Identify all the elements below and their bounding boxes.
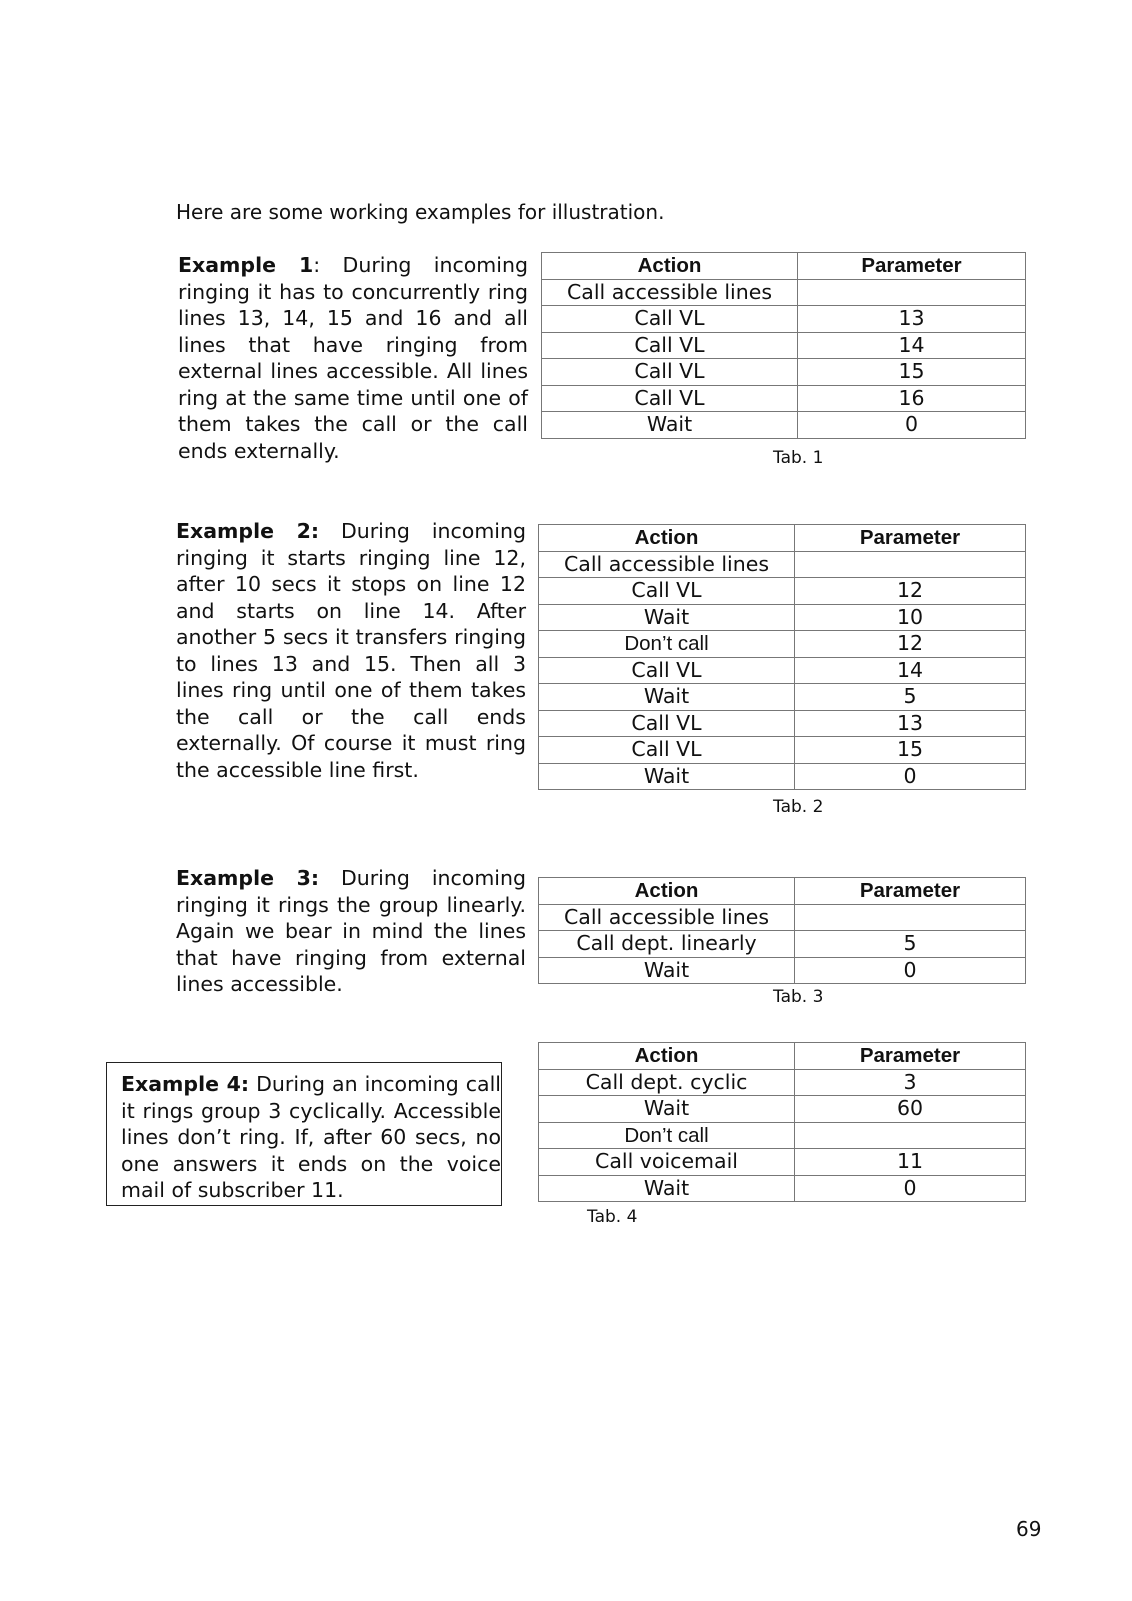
table-3: [538, 877, 1026, 984]
example-4-label: Example 4:: [121, 1072, 250, 1096]
cell-parameter: 5: [795, 684, 1026, 711]
cell-action: Don’t call: [539, 1122, 795, 1149]
cell-parameter: 0: [795, 1175, 1026, 1202]
example-3-label: Example 3:: [176, 866, 320, 890]
cell-parameter: [795, 551, 1026, 578]
cell-action: Call VL: [539, 710, 795, 737]
table-1-caption: Tab. 1: [773, 448, 824, 468]
example-4-box: [106, 1062, 502, 1206]
cell-action: Wait: [542, 412, 798, 439]
table-row: [542, 359, 1026, 386]
header-action: Action: [542, 253, 798, 280]
cell-parameter: 5: [795, 931, 1026, 958]
table-3-caption: Tab. 3: [773, 987, 824, 1007]
page-number: 69: [1016, 1517, 1042, 1541]
table-row: [539, 631, 1026, 658]
cell-parameter: 14: [798, 332, 1026, 359]
table-row: [539, 737, 1026, 764]
example-3-text: [176, 865, 526, 998]
cell-action: Call VL: [542, 359, 798, 386]
table-row: [539, 931, 1026, 958]
example-4-body: During an incoming call it rings group 3 cyclically. Accessible lines don’t ring. If, after 60 secs, no one answers it ends on the voice mail of subscriber 11.: [121, 1072, 501, 1202]
cell-parameter: [798, 279, 1026, 306]
example-2-text: [176, 518, 526, 783]
table-row: [539, 957, 1026, 984]
cell-parameter: 11: [795, 1149, 1026, 1176]
table-row: [542, 385, 1026, 412]
table-row: [539, 1149, 1026, 1176]
table-row: [539, 904, 1026, 931]
table-row: [539, 604, 1026, 631]
table-4-caption: Tab. 4: [587, 1207, 638, 1227]
example-4-text: [121, 1071, 501, 1204]
cell-parameter: 13: [798, 306, 1026, 333]
table-row: [539, 1069, 1026, 1096]
cell-action: Call voicemail: [539, 1149, 795, 1176]
cell-action: Call VL: [542, 332, 798, 359]
table-header-row: [539, 878, 1026, 905]
cell-action: Don’t call: [539, 631, 795, 658]
cell-parameter: [795, 1122, 1026, 1149]
cell-parameter: 10: [795, 604, 1026, 631]
table-row: [539, 657, 1026, 684]
cell-parameter: 14: [795, 657, 1026, 684]
cell-action: Wait: [539, 684, 795, 711]
table-2-caption: Tab. 2: [773, 797, 824, 817]
table-header-row: [542, 253, 1026, 280]
cell-action: Wait: [539, 1175, 795, 1202]
cell-action: Call VL: [539, 578, 795, 605]
cell-action: Call accessible lines: [539, 551, 795, 578]
table-row: [539, 551, 1026, 578]
table-2: [538, 524, 1026, 790]
table-header-row: [539, 1043, 1026, 1070]
cell-action: Call accessible lines: [539, 904, 795, 931]
example-2-label: Example 2:: [176, 519, 320, 543]
example-1-text: Example 1: During incoming ringing it has to concurrently ring lines 13, 14, 15 and 16 and all lines that have ringing from external lines accessible. All lines ring at the same time until one of them takes the call or the call ends externally.: [178, 253, 528, 463]
table-row: [539, 1175, 1026, 1202]
cell-parameter: 13: [795, 710, 1026, 737]
cell-parameter: 15: [798, 359, 1026, 386]
cell-action: Wait: [539, 604, 795, 631]
table-row: [539, 578, 1026, 605]
cell-parameter: 0: [798, 412, 1026, 439]
example-1-body: During incoming ringing it has to concurrently ring lines 13, 14, 15 and 16 and all lines that have ringing from external lines accessible. All lines ring at the same time until one of them takes the call or the call ends externally.: [178, 253, 528, 463]
header-parameter: Parameter: [795, 525, 1026, 552]
table-row: [539, 1122, 1026, 1149]
cell-parameter: 16: [798, 385, 1026, 412]
table-row: [542, 279, 1026, 306]
cell-action: Call VL: [542, 306, 798, 333]
cell-action: Call VL: [539, 737, 795, 764]
cell-action: Wait: [539, 763, 795, 790]
table-row: [542, 412, 1026, 439]
header-action: Action: [539, 878, 795, 905]
cell-parameter: 3: [795, 1069, 1026, 1096]
example-1-label: Example 1: [178, 253, 314, 277]
header-action: Action: [539, 1043, 795, 1070]
cell-action: Call VL: [542, 385, 798, 412]
table-row: [542, 332, 1026, 359]
header-parameter: Parameter: [798, 253, 1026, 280]
table-row: [542, 306, 1026, 333]
table-1: [541, 252, 1026, 439]
cell-action: Call accessible lines: [542, 279, 798, 306]
cell-action: Wait: [539, 1096, 795, 1123]
table-row: [539, 684, 1026, 711]
cell-action: Call dept. linearly: [539, 931, 795, 958]
example-2-body: During incoming ringing it starts ringing line 12, after 10 secs it stops on line 12 and starts on line 14. After another 5 secs it transfers ringing to lines 13 and 15. Then all 3 lines ring until one of them takes the call or the call ends externally. Of course it must ring the accessible line first.: [176, 519, 526, 782]
cell-parameter: 0: [795, 763, 1026, 790]
cell-parameter: 60: [795, 1096, 1026, 1123]
cell-parameter: [795, 904, 1026, 931]
cell-parameter: 12: [795, 578, 1026, 605]
cell-parameter: 12: [795, 631, 1026, 658]
cell-parameter: 0: [795, 957, 1026, 984]
header-action: Action: [539, 525, 795, 552]
header-parameter: Parameter: [795, 878, 1026, 905]
table-row: [539, 763, 1026, 790]
cell-parameter: 15: [795, 737, 1026, 764]
cell-action: Call VL: [539, 657, 795, 684]
table-row: [539, 710, 1026, 737]
table-header-row: [539, 525, 1026, 552]
cell-action: Call dept. cyclic: [539, 1069, 795, 1096]
header-parameter: Parameter: [795, 1043, 1026, 1070]
table-row: [539, 1096, 1026, 1123]
cell-action: Wait: [539, 957, 795, 984]
intro-text: Here are some working examples for illustration.: [176, 200, 665, 224]
example-3-body: During incoming ringing it rings the group linearly. Again we bear in mind the lines that have ringing from external lines accessible.: [176, 866, 526, 996]
table-4: [538, 1042, 1026, 1202]
